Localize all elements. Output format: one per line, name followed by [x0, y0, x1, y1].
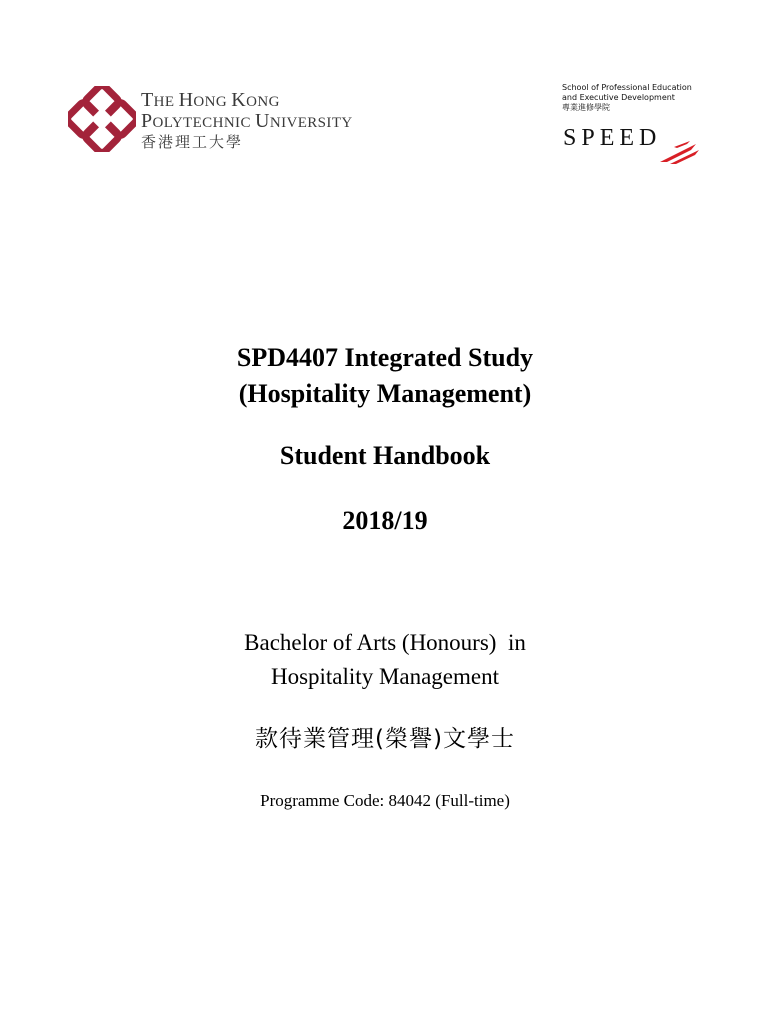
speed-name-line-1: School of Professional Education — [562, 83, 692, 92]
speed-wordmark: SPEED — [563, 125, 662, 151]
document-subtitle: Student Handbook — [279, 441, 491, 470]
polyu-name-line-2: POLYTECHNIC UNIVERSITY — [141, 110, 353, 132]
degree-line-1: Bachelor of Arts (Honours) in — [244, 630, 526, 655]
title-line-1: SPD4407 Integrated Study — [236, 343, 534, 372]
polyu-name-line-1: THE HONG KONG — [141, 89, 280, 111]
degree-line-2: Hospitality Management — [270, 664, 500, 689]
programme-code: Programme Code: 84042 (Full-time) — [260, 791, 510, 810]
speed-name-line-2: and Executive Development — [562, 93, 675, 102]
document-title — [0, 340, 770, 412]
speed-logo — [562, 83, 712, 167]
academic-year: 2018/19 — [342, 506, 428, 535]
speed-chinese-name: 專業進修學院 — [562, 103, 610, 112]
title-line-2: (Hospitality Management) — [238, 379, 532, 408]
polyu-emblem-icon — [68, 86, 136, 152]
polyu-logo — [68, 86, 413, 152]
polyu-chinese-name: 香港理工大學 — [141, 133, 244, 151]
degree-chinese-name: 款待業管理(榮譽)文學士 — [255, 726, 515, 752]
polyu-wordmark — [141, 91, 353, 152]
speed-swoosh-icon — [658, 139, 700, 165]
degree-name — [0, 626, 770, 694]
